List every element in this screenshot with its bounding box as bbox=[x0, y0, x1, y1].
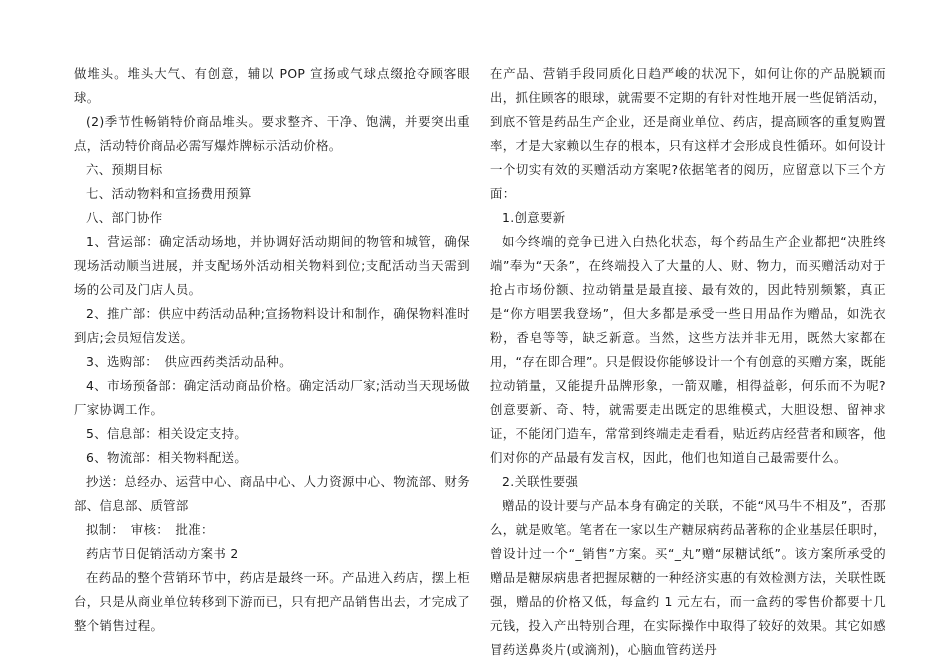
paragraph-seasonal-stack: (2)季节性畅销特价商品堆头。要求整齐、干净、饱满，并要突出重点，活动特价商品必需写爆炸牌标示活动价格。 bbox=[74, 114, 470, 153]
section-heading-department-collaboration: 八、部门协作 bbox=[86, 210, 163, 225]
paragraph-market-dept: 4、市场预备部：确定活动商品价格。确定活动厂家;活动当天现场做厂家协调工作。 bbox=[74, 378, 470, 417]
section-heading-creativity: 1.创意要新 bbox=[502, 210, 566, 225]
paragraph-info-dept: 5、信息部：相关设定支持。 bbox=[86, 426, 248, 441]
section-heading-relevance: 2.关联性要强 bbox=[502, 474, 579, 489]
left-column bbox=[74, 62, 470, 638]
right-column bbox=[490, 62, 886, 662]
paragraph-promo-stack-end: 做堆头。堆头大气、有创意，辅以 POP 宣扬或气球点缀抢夺顾客眼球。 bbox=[74, 66, 470, 105]
paragraph-context: 在产品、营销手段同质化日趋严峻的状况下，如何让你的产品脱颖而出，抓住顾客的眼球，就需要不定期的有针对性地开展一些促销活动，到底不管是药品生产企业，还是商业单位、药店，提高顾客的重复购置率，才是大家赖以生存的根本，只有这样才会形成良性循环。如何设计一个切实有效的买赠活动方案呢?依据笔者的阅历，应留意以下三个方面： bbox=[490, 66, 886, 201]
paragraph-creativity: 如今终端的竞争已进入白热化状态，每个药品生产企业都把“决胜终端”奉为“天条”，在终端投入了大量的人、财、物力，而买赠活动对于抢占市场份额、拉动销量是最直接、最有效的，因此特别频繁，真正是“你方唱罢我登场”，但大多都是承受一些日用品作为赠品，如洗衣粉，香皂等等，缺乏新意。当然，这些方法并非无用，既然大家都在用，“存在即合理”。只是假设你能够设计一个有创意的买赠方案，既能拉动销量，又能提升品牌形象，一箭双雕，相得益彰，何乐而不为呢?创意要新、奇、特，就需要走出既定的思维模式，大胆设想、留神求证，不能闭门造车，常常到终端走走看看，贴近药店经营者和顾客，他们对你的产品最有发言权，因此，他们也知道自己最需要什么。 bbox=[490, 234, 886, 465]
paragraph-logistics-dept: 6、物流部：相关物料配送。 bbox=[86, 450, 248, 465]
paragraph-purchasing-dept: 3、选购部： 供应西药类活动品种。 bbox=[86, 354, 292, 369]
document-subtitle: 药店节日促销活动方案书 2 bbox=[86, 546, 239, 561]
paragraph-cc-list: 抄送：总经办、运营中心、商品中心、人力资源中心、物流部、财务部、信息部、质管部 bbox=[74, 474, 470, 513]
section-heading-expected-goals: 六、预期目标 bbox=[86, 162, 163, 177]
paragraph-promotion-dept: 2、推广部：供应中药活动品种;宣扬物料设计和制作，确保物料准时到店;会员短信发送。 bbox=[74, 306, 470, 345]
section-heading-materials-budget: 七、活动物料和宣扬费用预算 bbox=[86, 186, 252, 201]
paragraph-intro: 在药品的整个营销环节中，药店是最终一环。产品进入药店，摆上柜台，只是从商业单位转移到下游而已，只有把产品销售出去，才完成了整个销售过程。 bbox=[74, 570, 470, 633]
paragraph-relevance: 赠品的设计要与产品本身有确定的关联，不能“风马牛不相及”，否那么，就是败笔。笔者在一家以生产糖尿病药品著称的企业基层任职时，曾设计过一个“_销售”方案。买“_丸”赠“尿糖试纸”。该方案所承受的赠品是糖尿病患者把握尿糖的一种经济实惠的有效检测方法，关联性既强，赠品的价格又低，每盒约 1 元左右，而一盒药的零售价都要十几元钱，投入产出特别合理，在实际操作中取得了较好的效果。其它如感冒药送鼻炎片(或滴剂)，心脑血管药送丹 bbox=[490, 498, 886, 657]
paragraph-signoff: 拟制： 审核： 批准： bbox=[86, 522, 214, 537]
paragraph-operations-dept: 1、营运部：确定活动场地，并协调好活动期间的物管和城管，确保现场活动顺当进展，并支配场外活动相关物料到位;支配活动当天需到场的公司及门店人员。 bbox=[74, 234, 470, 297]
